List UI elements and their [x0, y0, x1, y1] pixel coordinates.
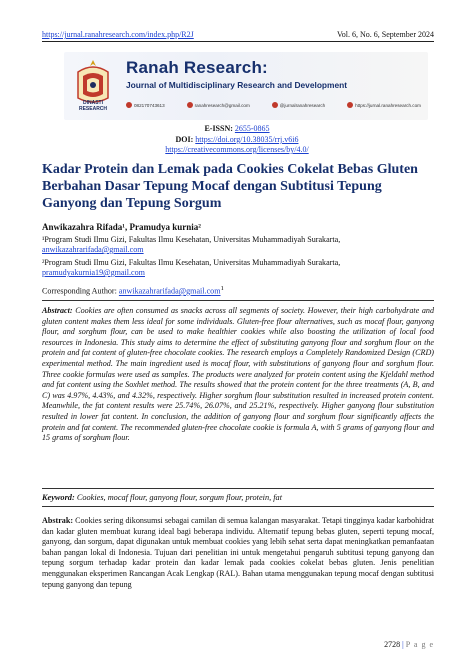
eissn-line [0, 124, 474, 133]
contact-email [187, 102, 250, 108]
contact-web [347, 102, 421, 108]
social-icon [272, 102, 278, 108]
abstract-label: Abstract: [42, 306, 73, 315]
eissn-label: E-ISSN: [204, 124, 233, 133]
author-list: Anwikazahra Rifada¹, Pramudya kurnia² [42, 222, 201, 232]
contact-phone [126, 102, 165, 108]
globe-icon [347, 102, 353, 108]
abstrak-text: Cookies sering dikonsumsi sebagai camilan di semua kalangan masyarakat. Tetapi tingginya kadar karbohidrat dan kadar gluten membuat kurang ideal bagi beberapa individu. Alternatif tepung bebas gluten, seperti tepung mocaf, ganyong, dan sorgum, dapat digunakan untuk membuat cookies yang lebih sehat serta dapat meningkatkan pemanfaatan bahan pangan lokal di Indonesia. Tujuan dari penelitian ini untuk mengetahui pengaruh subtitusi tepung ganyong dan tepung sorgum terhadap kadar protein dan kadar lemak pada cookies cokelat bebas gluten. Jenis penelitian menggunakan eksperimen Rancangan Acak Lengkap (RAL). Bahan utama menggunakan tepung mocaf dengan subtitusi tepung ganyong dan tepung [42, 516, 434, 589]
abstract-text: Cookies are often consumed as snacks across all segments of society. However, their high carbohydrate and gluten content makes them less ideal for some individuals. Gluten-free flour alternatives, such as mocaf flour, ganyong flour, and sorghum flour, can be used to make healthier cookies while also boosting the utilization of local food resources in Indonesia. This study aims to determine the effect of substituting ganyong flour and sorghum flour on the protein and fat content of gluten-free chocolate cookies. The research employs a Completely Randomized Design (CRD) experimental method. The main ingredient used is mocaf flour, with substitutions of ganyong flour and sorghum flour. Three cookie formulas were used as samples. The products were analyzed for protein content using the Kjeldahl method and fat content using the Soxhlet method. The results showed that the protein content for the three treatments (A, B, and C) was 4.97%, 4.43%, and 4.32%, respectively. Higher sorghum flour substitution resulted in increased protein content. Meanwhile, the fat content results were 25.74%, 26.07%, and 25.21%, respectively. Higher ganyong flour substitution resulted in lower fat content. In conclusion, the addition of ganyong flour and sorghum flour significantly affects the protein and fat content. The recommended gluten-free chocolate cookie is formula A, with 5 grams of ganyong flour and 15 grams of sorghum flour. [42, 306, 434, 443]
keyword-label: Keyword: [42, 493, 75, 502]
publisher-name [70, 100, 116, 112]
affiliation-1-text: ¹Program Studi Ilmu Gizi, Fakultas Ilmu Kesehatan, Universitas Muhammadiyah Surakarta, [42, 235, 341, 244]
abstract-english [42, 306, 434, 444]
doi-line [0, 135, 474, 144]
affiliation-2-text: ²Program Studi Ilmu Gizi, Fakultas Ilmu Kesehatan, Universitas Muhammadiyah Surakarta, [42, 258, 341, 267]
affiliation-2-email-link[interactable]: pramudyakurnia19@gmail.com [42, 268, 145, 277]
contact-email-text: ranahresearch@gmail.com [194, 102, 250, 108]
abstract-top-rule [42, 300, 434, 301]
contact-social-text: @jurnalranahresearch [279, 102, 326, 108]
corresponding-author [42, 285, 224, 296]
corresponding-sup: 1 [220, 285, 224, 292]
journal-title: Ranah Research: [126, 58, 268, 77]
affiliation-2 [42, 258, 434, 278]
keyword-text: Cookies, mocaf flour, ganyong flour, sorgum flour, protein, fat [76, 493, 283, 502]
abstrak-indonesian [42, 516, 434, 590]
mail-icon [187, 102, 193, 108]
keyword-top-rule [42, 488, 434, 489]
corresponding-email-link[interactable]: anwikazahrarifada@gmail.com [118, 286, 221, 296]
contact-web-text: https://jurnal.ranahresearch.com [355, 102, 421, 108]
volume-info: Vol. 6, No. 6, September 2024 [337, 30, 434, 39]
publisher-label: DINASTI [83, 100, 103, 106]
keyword-line [42, 493, 434, 502]
article-title: Kadar Protein dan Lemak pada Cookies Cokelat Bebas Gluten Berbahan Dasar Tepung Mocaf dengan Subtitusi Tepung Ganyong dan Tepung Sorgum [42, 162, 418, 211]
journal-subtitle: Journal of Multidisciplinary Research and Development [126, 80, 348, 90]
phone-icon [126, 102, 132, 108]
contact-social [272, 102, 326, 108]
contact-bar [126, 102, 421, 108]
footer-separator: | [402, 640, 404, 649]
page-footer [384, 640, 434, 649]
doi-label: DOI: [175, 135, 194, 144]
journal-banner [64, 52, 428, 120]
license-link[interactable]: https://creativecommons.org/licenses/by/4.0/ [165, 145, 309, 154]
page-number: 2728 [384, 640, 401, 649]
journal-url-link[interactable]: https://jurnal.ranahresearch.com/index.php/R2J [42, 30, 194, 39]
corresponding-label: Corresponding Author: [42, 286, 117, 296]
header-divider [42, 41, 434, 42]
abstrak-label: Abstrak: [42, 516, 74, 525]
keyword-bottom-rule [42, 506, 434, 507]
affiliation-1-email-link[interactable]: anwikazahrarifada@gmail.com [42, 245, 144, 254]
publisher-sub-label: RESEARCH [78, 106, 108, 112]
footer-page-word: P a g e [405, 640, 434, 649]
eissn-link[interactable]: 2655-0865 [234, 124, 270, 133]
running-header [42, 27, 434, 39]
contact-phone-text: 082170743613 [134, 102, 165, 108]
affiliation-1 [42, 235, 434, 255]
doi-link[interactable]: https://doi.org/10.38035/rrj.v6i6 [195, 135, 299, 144]
